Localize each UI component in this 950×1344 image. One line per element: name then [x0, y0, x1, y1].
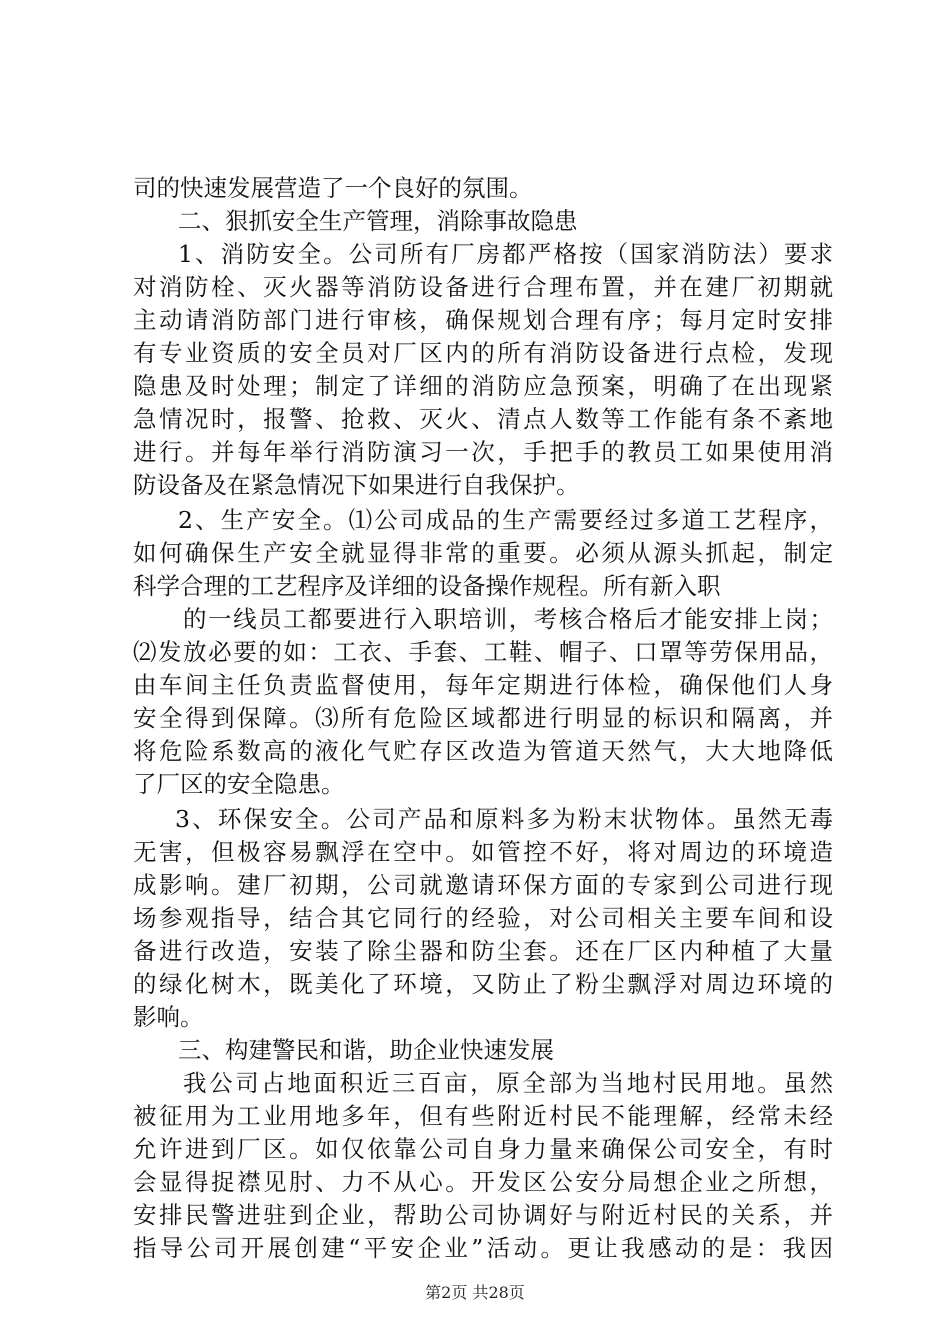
body-line: 备进行改造，安装了除尘器和防尘套。还在厂区内种植了大量 — [133, 937, 833, 965]
section-heading: 三、构建警民和谐，助企业快速发展 — [178, 1036, 554, 1064]
section-heading: 二、狠抓安全生产管理，消除事故隐患 — [178, 207, 578, 235]
body-line: 安全得到保障。⑶所有危险区域都进行明显的标识和隔离，并 — [133, 704, 833, 732]
body-line: 科学合理的工艺程序及详细的设备操作规程。所有新入职 — [133, 572, 721, 600]
body-line: 隐患及时处理；制定了详细的消防应急预案，明确了在出现紧 — [133, 372, 833, 400]
body-line: 安排民警进驻到企业，帮助公司协调好与附近村民的关系，并 — [133, 1201, 833, 1229]
body-line: 允许进到厂区。如仅依靠公司自身力量来确保公司安全，有时 — [133, 1135, 833, 1163]
body-line: 急情况时，报警、抢救、灭火、清点人数等工作能有条不紊地 — [133, 405, 833, 433]
body-line: ⑵发放必要的如：工衣、手套、工鞋、帽子、口罩等劳保用品， — [133, 638, 833, 666]
body-line: 如何确保生产安全就显得非常的重要。必须从源头抓起，制定 — [133, 539, 833, 567]
body-line: 防设备及在紧急情况下如果进行自我保护。 — [133, 471, 580, 499]
body-line: 场参观指导，结合其它同行的经验，对公司相关主要车间和设 — [133, 904, 833, 932]
body-line: 会显得捉襟见肘、力不从心。开发区公安分局想企业之所想， — [133, 1168, 833, 1196]
paragraph-first-line: 的一线员工都要进行入职培训，考核合格后才能安排上岗； — [183, 605, 833, 633]
paragraph-first-line: 1、消防安全。公司所有厂房都严格按（国家消防法）要求 — [178, 240, 833, 268]
body-line: 指导公司开展创建“平安企业”活动。更让我感动的是：我因 — [133, 1234, 833, 1262]
body-line: 了厂区的安全隐患。 — [133, 770, 345, 798]
paragraph-first-line: 3、环保安全。公司产品和原料多为粉末状物体。虽然无毒 — [175, 805, 833, 833]
body-line: 有专业资质的安全员对厂区内的所有消防设备进行点检，发现 — [133, 339, 833, 367]
body-line: 被征用为工业用地多年，但有些附近村民不能理解，经常未经 — [133, 1102, 833, 1130]
paragraph-first-line: 2、生产安全。⑴公司成品的生产需要经过多道工艺程序， — [178, 506, 833, 534]
body-line: 的绿化树木，既美化了环境，又防止了粉尘飘浮对周边环境的 — [133, 970, 833, 998]
body-line: 由车间主任负责监督使用，每年定期进行体检，确保他们人身 — [133, 671, 833, 699]
page-number-footer: 第2页 共28页 — [425, 1283, 525, 1302]
body-line: 进行。并每年举行消防演习一次，手把手的教员工如果使用消 — [133, 438, 833, 466]
body-line: 对消防栓、灭火器等消防设备进行合理布置，并在建厂初期就 — [133, 273, 833, 301]
body-line: 主动请消防部门进行审核，确保规划合理有序；每月定时安排 — [133, 306, 833, 334]
body-line: 将危险系数高的液化气贮存区改造为管道天然气，大大地降低 — [133, 737, 833, 765]
body-line: 司的快速发展营造了一个良好的氛围。 — [133, 174, 533, 202]
paragraph-first-line: 我公司占地面积近三百亩，原全部为当地村民用地。虽然 — [183, 1069, 833, 1097]
body-line: 影响。 — [133, 1003, 204, 1031]
body-line: 无害，但极容易飘浮在空中。如管控不好，将对周边的环境造 — [133, 838, 833, 866]
body-line: 成影响。建厂初期，公司就邀请环保方面的专家到公司进行现 — [133, 871, 833, 899]
